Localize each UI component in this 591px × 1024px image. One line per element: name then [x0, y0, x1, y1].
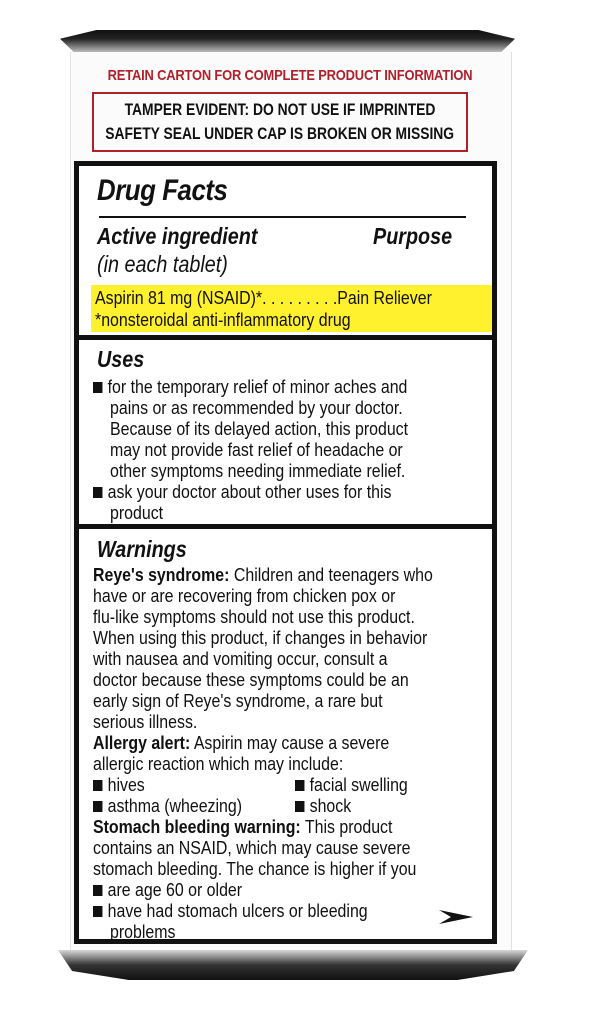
reye-line: early sign of Reye's syndrome, a rare but — [93, 690, 383, 711]
uses-line: Because of its delayed action, this product — [110, 418, 409, 439]
bullet-icon — [295, 801, 304, 812]
per-tablet-label: (in each tablet) — [97, 251, 228, 277]
ingredient-footnote: *nonsteroidal anti-inflammatory drug — [95, 309, 351, 330]
arrow-right-icon — [439, 908, 473, 926]
tamper-line-2: SAFETY SEAL UNDER CAP IS BROKEN OR MISSING — [105, 125, 455, 143]
carton-top-edge — [60, 30, 515, 52]
stomach-item: are age 60 or older — [93, 879, 242, 900]
uses-line: for the temporary relief of minor aches and — [93, 376, 407, 397]
uses-line: may not provide fast relief of headache or — [110, 439, 403, 460]
carton-bottom-edge — [58, 950, 528, 980]
stomach-line: Stomach bleeding warning: This product — [93, 816, 393, 837]
reye-line: When using this product, if changes in behavior — [93, 627, 428, 648]
allergy-item: facial swelling — [295, 774, 408, 795]
reye-line: serious illness. — [93, 711, 198, 732]
bullet-icon — [93, 487, 102, 498]
ingredient-line: Aspirin 81 mg (NSAID)*. . . . . . . . .Pain Reliever — [95, 287, 432, 308]
bullet-icon — [93, 885, 102, 896]
bullet-icon — [93, 382, 102, 393]
stomach-line: contains an NSAID, which may cause severe — [93, 837, 411, 858]
retain-carton-notice: RETAIN CARTON FOR COMPLETE PRODUCT INFORMATION — [107, 67, 473, 84]
uses-line: product — [110, 502, 164, 523]
warnings-heading: Warnings — [97, 536, 187, 562]
allergy-line: Allergy alert: Aspirin may cause a severe — [93, 732, 390, 753]
allergy-item: asthma (wheezing) — [93, 795, 242, 816]
reye-line: with nausea and vomiting occur, consult a — [93, 648, 388, 669]
tamper-evident-box — [92, 92, 468, 152]
stomach-item: problems — [110, 921, 176, 942]
allergy-item: shock — [295, 795, 351, 816]
divider-warnings — [79, 524, 492, 529]
stomach-line: stomach bleeding. The chance is higher if you — [93, 858, 417, 879]
reye-line: flu-like symptoms should not use this product. — [93, 606, 415, 627]
bullet-icon — [93, 906, 102, 917]
bullet-icon — [295, 780, 304, 791]
reye-line: have or are recovering from chicken pox or — [93, 585, 396, 606]
reye-line: Reye's syndrome: Children and teenagers who — [93, 564, 433, 585]
bullet-icon — [93, 801, 102, 812]
uses-heading: Uses — [97, 346, 145, 372]
uses-line: other symptoms needing immediate relief. — [110, 460, 406, 481]
reye-line: doctor because these symptoms could be an — [93, 669, 409, 690]
bullet-icon — [93, 780, 102, 791]
uses-line: ask your doctor about other uses for this — [93, 481, 392, 502]
uses-line: pains or as recommended by your doctor. — [110, 397, 403, 418]
divider-uses — [79, 335, 492, 340]
allergy-line: allergic reaction which may include: — [93, 753, 344, 774]
allergy-item: hives — [93, 774, 145, 795]
drug-facts-title: Drug Facts — [97, 174, 228, 207]
tamper-line-1: TAMPER EVIDENT: DO NOT USE IF IMPRINTED — [124, 101, 436, 119]
active-ingredient-heading: Active ingredient — [97, 223, 258, 249]
title-rule — [99, 216, 466, 218]
drug-facts-panel — [74, 161, 497, 944]
purpose-heading: Purpose — [373, 223, 453, 249]
stomach-item: have had stomach ulcers or bleeding — [93, 900, 368, 921]
